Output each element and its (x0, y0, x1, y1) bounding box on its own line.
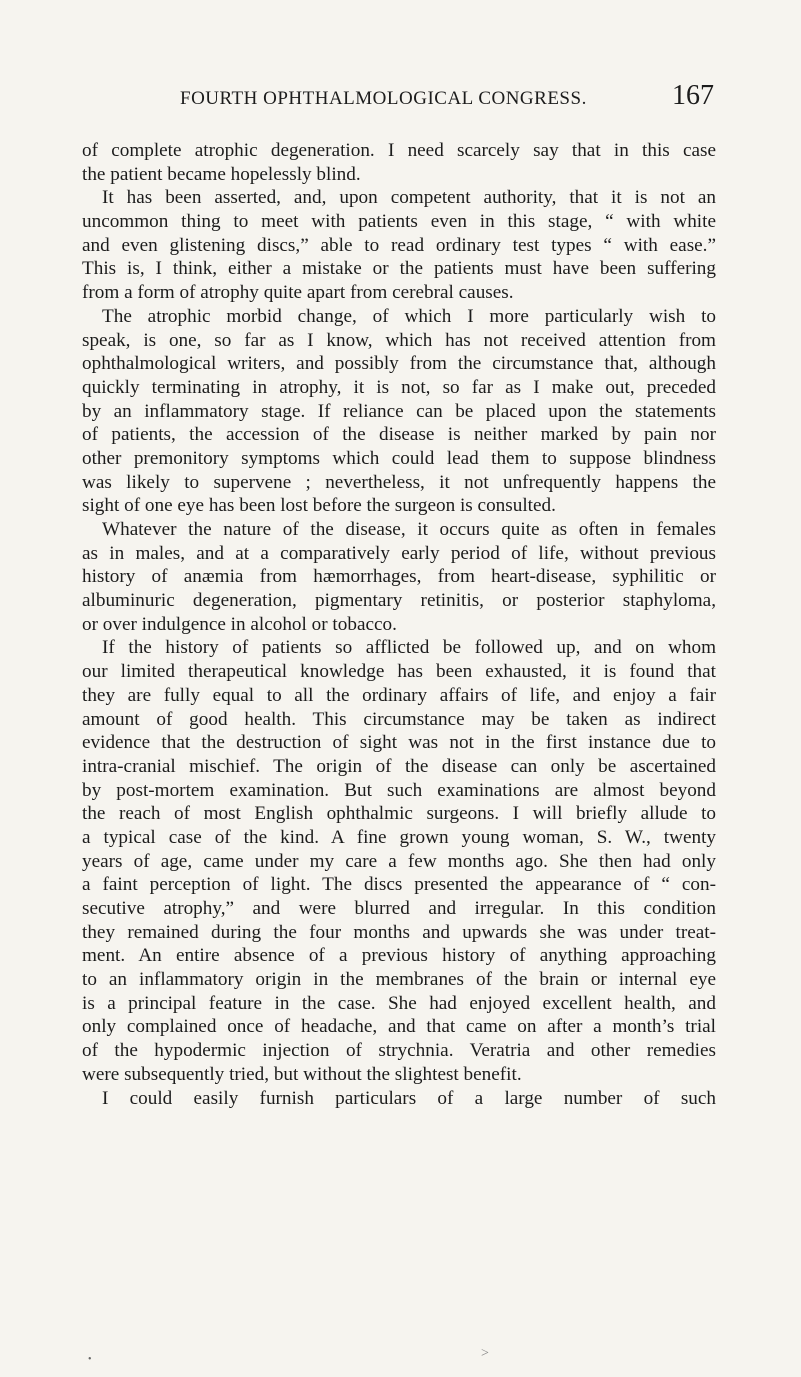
text-line: amount of good health. This circumstance may be taken as indirect (82, 708, 716, 730)
text-line: they are fully equal to all the ordinary affairs of life, and enjoy a fair (82, 684, 716, 706)
page-header (82, 78, 714, 118)
body-text (82, 139, 716, 1110)
text-line: secutive atrophy,” and were blurred and irregular. In this condition (82, 898, 716, 919)
text-line: This is, I think, either a mistake or the patients must have been suffering (82, 258, 716, 280)
bullet-mark: • (88, 1354, 92, 1365)
text-line: was likely to supervene ; nevertheless, it not unfrequently happens the (82, 471, 716, 493)
text-line: of patients, the accession of the disease is neither marked by pain nor (82, 424, 716, 446)
text-line: were subsequently tried, but without the slightest benefit. (82, 1063, 522, 1085)
text-line: by an inflammatory stage. If reliance can be placed upon the statements (82, 400, 716, 422)
text-line: speak, is one, so far as I know, which has not received attention from (82, 329, 716, 351)
text-line: other premonitory symptoms which could lead them to suppose blindness (82, 447, 716, 469)
text-line: albuminuric degeneration, pigmentary retinitis, or posterior staphyloma, (82, 590, 716, 612)
text-line: to an inflammatory origin in the membranes of the brain or internal eye (82, 969, 716, 991)
page-number: 167 (672, 80, 714, 111)
text-line: evidence that the destruction of sight was not in the first instance due to (82, 732, 716, 754)
text-line: the reach of most English ophthalmic surgeons. I will briefly allude to (82, 803, 716, 825)
text-line: of complete atrophic degeneration. I need scarcely say that in this case (82, 140, 716, 161)
text-line: years of age, came under my care a few months ago. She then had only (82, 850, 716, 872)
text-line: I could easily furnish particulars of a large number of such (102, 1087, 716, 1109)
text-line: sight of one eye has been lost before the surgeon is consulted. (82, 495, 556, 517)
text-line: Whatever the nature of the disease, it occurs quite as often in females (102, 519, 716, 540)
text-line: our limited therapeutical knowledge has been exhausted, it is found that (82, 661, 716, 683)
text-line: ophthalmological writers, and possibly from the circumstance that, although (82, 353, 716, 375)
text-line: as in males, and at a comparatively early period of life, without previous (82, 542, 716, 564)
text-line: It has been asserted, and, upon competent authority, that it is not an (102, 187, 716, 209)
text-line: is a principal feature in the case. She had enjoyed excellent health, and (82, 992, 716, 1014)
text-line: from a form of atrophy quite apart from cerebral causes. (82, 282, 514, 304)
text-line: intra-cranial mischief. The origin of the disease can only be ascertained (82, 755, 716, 777)
text-line: The atrophic morbid change, of which I more particularly wish to (102, 305, 716, 327)
text-line: a typical case of the kind. A fine grown young woman, S. W., twenty (82, 826, 716, 848)
text-line: they remained during the four months and upwards she was under treat- (82, 921, 716, 943)
text-line: If the history of patients so afflicted be followed up, and on whom (102, 637, 716, 659)
text-line: and even glistening discs,” able to read ordinary test types “ with ease.” (82, 234, 716, 256)
text-line: the patient became hopelessly blind. (82, 163, 361, 185)
text-line: uncommon thing to meet with patients even in this stage, “ with white (82, 211, 716, 233)
caret-mark: > (481, 1346, 489, 1361)
text-line: only complained once of headache, and that came on after a month’s trial (82, 1016, 716, 1038)
text-line: by post-mortem examination. But such examinations are almost beyond (82, 779, 716, 801)
text-line: of the hypodermic injection of strychnia. Veratria and other remedies (82, 1040, 716, 1062)
running-title: FOURTH OPHTHALMOLOGICAL CONGRESS. (180, 88, 587, 109)
text-line: history of anæmia from hæmorrhages, from heart-disease, syphilitic or (82, 566, 716, 588)
text-line: a faint perception of light. The discs presented the appearance of “ con- (82, 874, 716, 896)
text-line: ment. An entire absence of a previous history of anything approaching (82, 945, 716, 967)
text-line: or over indulgence in alcohol or tobacco. (82, 613, 397, 635)
text-line: quickly terminating in atrophy, it is not, so far as I make out, preceded (82, 376, 716, 398)
